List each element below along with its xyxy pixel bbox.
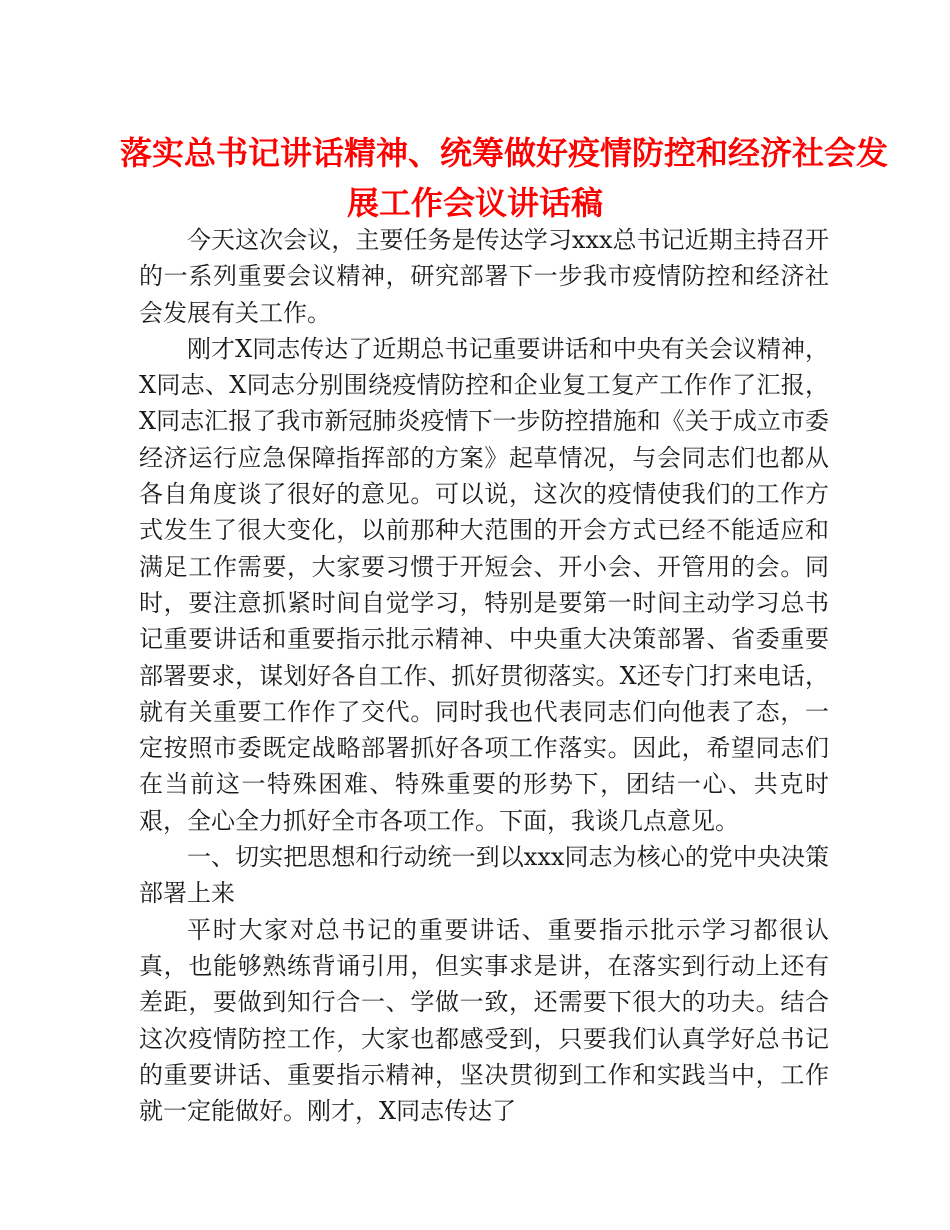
- title-line-2: 展工作会议讲话稿: [346, 184, 603, 222]
- paragraph-intro: 今天这次会议，主要任务是传达学习xxx总书记近期主持召开的一系列重要会议精神，研究部署下一步我市疫情防控和经济社会发展有关工作。: [139, 226, 829, 327]
- section-heading-1: 一、切实把思想和行动统一到以xxx同志为核心的党中央决策部署上来: [139, 843, 829, 908]
- paragraph-section-1: 平时大家对总书记的重要讲话、重要指示批示学习都很认真，也能够熟练背诵引用，但实事求是讲，在落实到行动上还有差距，要做到知行合一、学做一致，还需要下很大的功夫。结合这次疫情防控工作，大家也都感受到，只要我们认真学好总书记的重要讲话、重要指示精神，坚决贯彻到工作和实践当中，工作就一定能做好。刚才，X同志传达了: [139, 915, 829, 1126]
- title-line-1: 落实总书记讲话精神、统筹做好疫情防控和经济社会发: [120, 134, 889, 172]
- paragraph-summary: 刚才X同志传达了近期总书记重要讲话和中央有关会议精神，X同志、X同志分别围绕疫情防控和企业复工复产工作作了汇报，X同志汇报了我市新冠肺炎疫情下一步防控措施和《关于成立市委经济运行应急保障指挥部的方案》起草情况，与会同志们也都从各自角度谈了很好的意见。可以说，这次的疫情使我们的工作方式发生了很大变化，以前那种大范围的开会方式已经不能适应和满足工作需要，大家要习惯于开短会、开小会、开管用的会。同时，要注意抓紧时间自觉学习，特别是要第一时间主动学习总书记重要讲话和重要指示批示精神、中央重大决策部署、省委重要部署要求，谋划好各自工作、抓好贯彻落实。X还专门打来电话，就有关重要工作作了交代。同时我也代表同志们向他表了态，一定按照市委既定战略部署抓好各项工作落实。因此，希望同志们在当前这一特殊困难、特殊重要的形势下，团结一心、共克时艰，全心全力抓好全市各项工作。下面，我谈几点意见。: [139, 334, 829, 835]
- document-body: [139, 222, 829, 1129]
- document-title: [120, 128, 889, 228]
